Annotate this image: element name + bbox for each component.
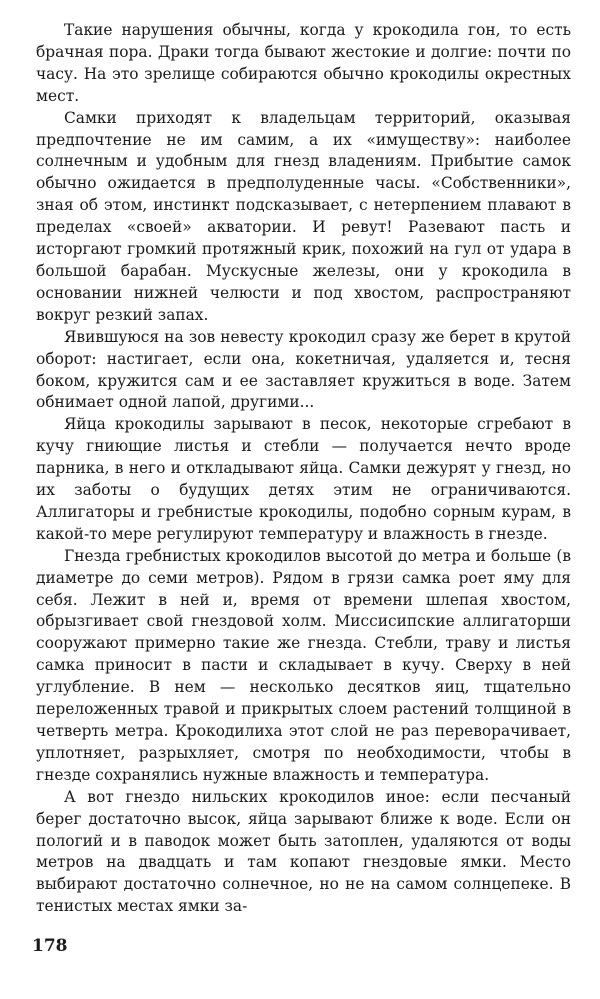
paragraph-1: Такие нарушения обычны, когда у крокодила гон, то есть брачная пора. Драки тогда бывают жестокие и долгие: почти по часу. На это зрелище собираются обычно крокодилы окрестных мест. bbox=[36, 21, 571, 105]
page-body bbox=[36, 20, 571, 918]
paragraph-3: Явившуюся на зов невесту крокодил сразу же берет в крутой оборот: настигает, если она, кокетничая, удаляется и, тесня боком, кружится сам и ее заставляет кружиться в воде. Затем обнимает одной лапой, другими... bbox=[36, 327, 571, 412]
paragraph-4: Яйца крокодилы зарывают в песок, некоторые сгребают в кучу гниющие листья и стебли — получается нечто вроде парника, в него и откладывают яйца. Самки дежурят у гнезд, но их заботы о будущих детях этим не ограничиваются. Аллигаторы и гребнистые крокодилы, подобно сорным курам, в какой-то мере регулируют температуру и влажность в гнезде. bbox=[36, 415, 571, 543]
paragraph-5: Гнезда гребнистых крокодилов высотой до метра и больше (в диаметре до семи метров). Рядом в грязи самка роет яму для себя. Лежит в ней и, время от времени шлепая хвостом, обрызгивает свой гнездовой холм. Миссисипские аллигаторши сооружают примерно такие же гнезда. Стебли, траву и листья самка приносит в пасти и складывает в кучу. Сверху в ней углубление. В нем — несколько десятков яиц, тщательно переложенных травой и прикрытых слоем растений толщиной в четверть метра. Крокодилиха этот слой не раз переворачивает, уплотняет, разрыхляет, смотря по необходимости, чтобы в гнезде сохранялись нужные влажность и температура. bbox=[36, 546, 571, 784]
paragraph-6: А вот гнездо нильских крокодилов иное: если песчаный берег достаточно высок, яйца зарывают ближе к воде. Если он пологий и в паводок может быть затоплен, удаляются от воды метров на двадцать и там копают гнездовые ямки. Место выбирают достаточно солнечное, но не на самом солнцепеке. В тенистых местах ямки за- bbox=[36, 787, 571, 916]
paragraph-2: Самки приходят к владельцам территорий, оказывая предпочтение не им самим, а их «имуществу»: наиболее солнечным и удобным для гнезд владениям. Прибытие самок обычно ожидается в предполуденные часы. «Собственники», зная об этом, инстинкт подсказывает, с нетерпением плавают в пределах «своей» акватории. И ревут! Разевают пасть и исторгают громкий протяжный крик, похожий на гул от удара в большой барабан. Мускусные железы, они у крокодила в основании нижней челюсти и под хвостом, распространяют вокруг резкий запах. bbox=[36, 108, 571, 324]
page-number: 178 bbox=[32, 936, 68, 956]
